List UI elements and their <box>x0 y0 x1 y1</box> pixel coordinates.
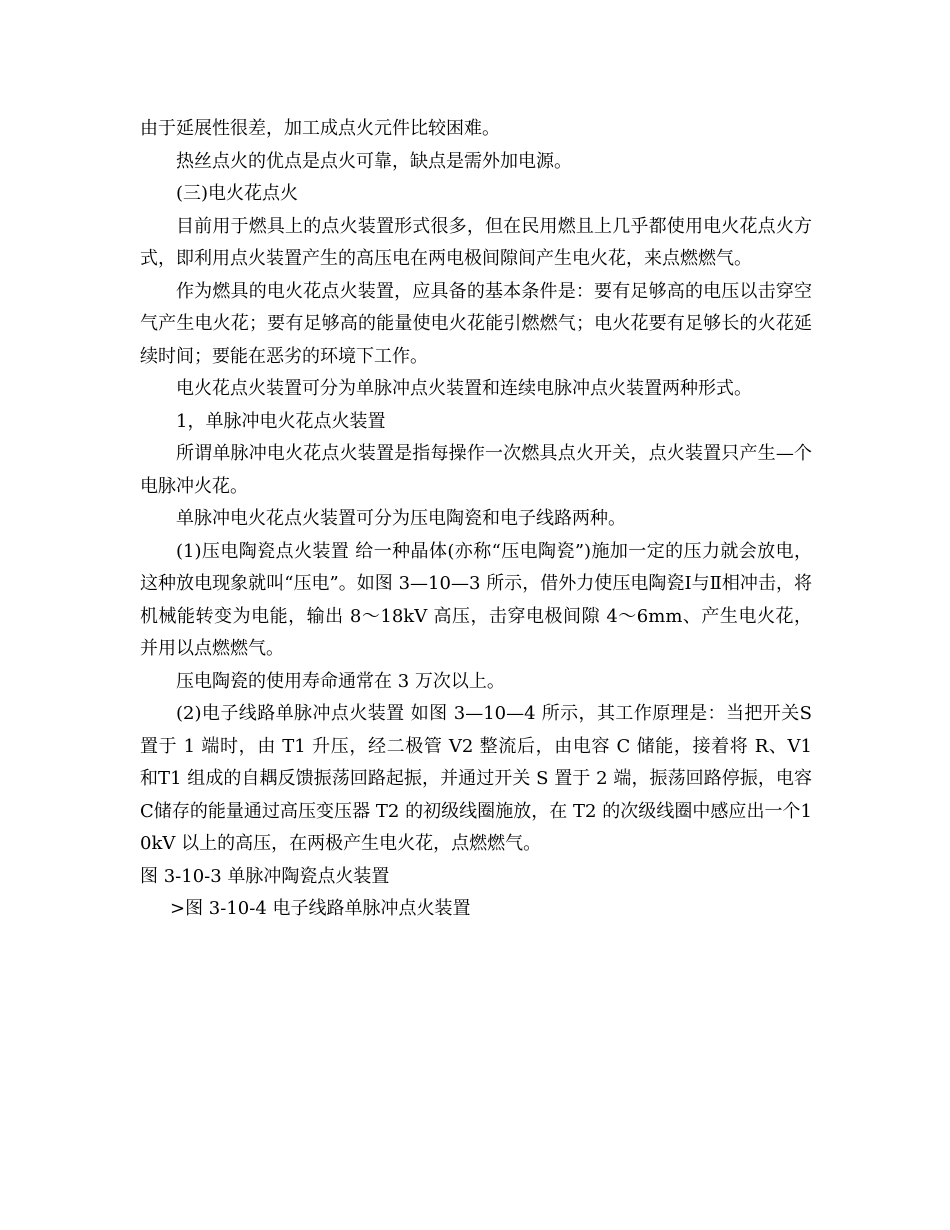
paragraph-piezo-ceramic: (1)压电陶瓷点火装置 给一种晶体(亦称“压电陶瓷”)施加一定的压力就会放电，这种放电现象就叫“压电”。如图 3—10—3 所示，借外力使压电陶瓷Ⅰ与Ⅱ相冲击，将机械能转变为电能，输出 8～18kV 高压，击穿电极间隙 4～6mm、产生电火花，并用以点燃燃气。 <box>140 540 812 659</box>
paragraph-hot-wire-pros-cons: 热丝点火的优点是点火可靠，缺点是需外加电源。 <box>176 150 572 172</box>
paragraph-single-pulse-definition: 所谓单脉冲电火花点火装置是指每操作一次燃具点火开关，点火装置只产生—个电脉冲火花。 <box>140 443 812 497</box>
paragraph-electronic-circuit: (2)电子线路单脉冲点火装置 如图 3—10—4 所示，其工作原理是：当把开关S 置于 1 端时，由 T1 升压，经二极管 V2 整流后，由电容 C 储能，接着将 R、V1 和T1 组成的自耦反馈振荡回路起振，并通过开关 S 置于 2 端，振荡回路停振，电容 C储存的能量通过高压变压器 T2 的初级线圈施放，在 T2 的次级线圈中感应出一个10kV 以上的高压，在两极产生电火花，点燃燃气。 <box>140 703 812 854</box>
figure-caption-3-10-4: >图 3-10-4 电子线路单脉冲点火装置 <box>170 898 471 919</box>
paragraph-single-pulse-types: 单脉冲电火花点火装置可分为压电陶瓷和电子线路两种。 <box>176 508 626 529</box>
section-heading-spark-ignition: (三)电火花点火 <box>176 183 299 204</box>
paragraph-spark-intro: 目前用于燃具上的点火装置形式很多，但在民用燃且上几乎都使用电火花点火方式，即利用点火装置产生的高压电在两电极间隙间产生电火花，来点燃燃气。 <box>140 215 812 269</box>
paragraph-basic-conditions: 作为燃具的电火花点火装置，应具备的基本条件是：要有足够高的电压以击穿空气产生电火花；要有足够高的能量使电火花能引燃燃气；电火花要有足够长的火花延续时间；要能在恶劣的环境下工作。 <box>140 280 812 367</box>
paragraph-spark-types: 电火花点火装置可分为单脉冲点火装置和连续电脉冲点火装置两种形式。 <box>176 378 752 399</box>
paragraph-piezo-lifetime: 压电陶瓷的使用寿命通常在 3 万次以上。 <box>176 670 505 692</box>
subheading-single-pulse: 1，单脉冲电火花点火装置 <box>176 410 386 432</box>
paragraph-continuation: 由于延展性很差，加工成点火元件比较困难。 <box>140 118 500 139</box>
figure-caption-3-10-3: 图 3-10-3 单脉冲陶瓷点火装置 <box>140 865 390 887</box>
document-body <box>140 113 812 926</box>
